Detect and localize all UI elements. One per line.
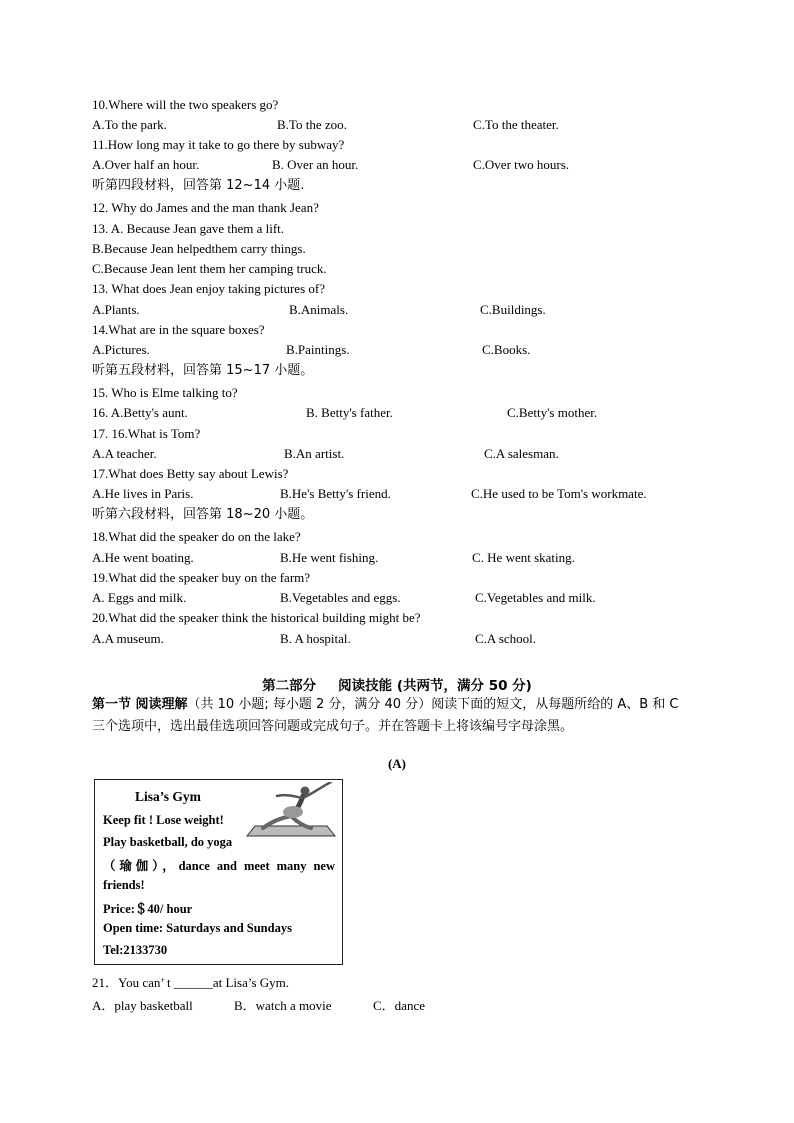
option-a: A.He lives in Paris. — [92, 486, 194, 501]
passage-a-label: (A) — [387, 756, 407, 771]
option-a: A.To the park. — [92, 117, 167, 132]
option-b: B. A hospital. — [280, 631, 351, 646]
option-c: C.Buildings. — [480, 302, 546, 317]
option-b: B.He's Betty's friend. — [280, 486, 391, 501]
ad-activities-2: （瑜伽），dance and meet many new — [103, 859, 335, 873]
part-2-subtitle: 阅读技能 (共两节，满分 50 分) — [338, 678, 532, 694]
section-heading-5: 听第五段材料，回答第 15~17 小题。 — [92, 363, 314, 378]
question-18: 18.What did the speaker do on the lake? — [92, 529, 301, 544]
option-b: B．watch a movie — [234, 998, 332, 1013]
option-c: C.A school. — [475, 631, 537, 646]
question-17: 17.What does Betty say about Lewis? — [92, 466, 289, 481]
gym-name: Lisa’s Gym — [135, 789, 201, 804]
option-a: A. Eggs and milk. — [92, 590, 187, 605]
ad-slogan: Keep fit ! Lose weight! — [103, 813, 224, 827]
option-a: 16. A.Betty's aunt. — [92, 405, 188, 420]
question-16: 17. 16.What is Tom? — [92, 426, 201, 441]
question-12-option-c: C.Because Jean lent them her camping truck. — [92, 261, 327, 276]
part-2-instructions — [92, 694, 708, 738]
ad-activities-1: Play basketball, do yoga — [103, 835, 233, 849]
option-a: A.Over half an hour. — [92, 157, 200, 172]
option-b: B. Betty's father. — [306, 405, 393, 420]
section-heading-6: 听第六段材料，回答第 18~20 小题。 — [92, 507, 314, 522]
option-a: A.A teacher. — [92, 446, 157, 461]
question-19: 19.What did the speaker buy on the farm? — [92, 570, 311, 585]
question-21: 21．You can’ t ______at Lisa’s Gym. — [92, 975, 290, 990]
section-heading-4: 听第四段材料，回答第 12~14 小题. — [92, 178, 305, 193]
gym-advertisement — [94, 779, 343, 965]
question-12: 12. Why do James and the man thank Jean? — [92, 200, 319, 215]
question-12-option-a: 13. A. Because Jean gave them a lift. — [92, 221, 285, 236]
option-c: C.Books. — [482, 342, 531, 357]
question-13: 13. What does Jean enjoy taking pictures of? — [92, 281, 325, 296]
option-a: A.Plants. — [92, 302, 140, 317]
option-a: A.A museum. — [92, 631, 164, 646]
option-a: A.He went boating. — [92, 550, 194, 565]
section-1-label: 第一节 阅读理解 — [92, 697, 188, 712]
ad-price: Price:＄40/ hour — [103, 902, 193, 916]
ad-telephone: Tel:2133730 — [103, 943, 168, 957]
option-b: B.Paintings. — [286, 342, 350, 357]
option-b: B.Animals. — [289, 302, 349, 317]
option-a: A.Pictures. — [92, 342, 150, 357]
yoga-illustration — [245, 782, 337, 840]
option-a: A．play basketball — [92, 998, 193, 1013]
option-c: C.Betty's mother. — [507, 405, 598, 420]
option-c: C.To the theater. — [473, 117, 559, 132]
part-2-title — [0, 674, 794, 694]
question-15: 15. Who is Elme talking to? — [92, 385, 238, 400]
ad-activities-3: friends! — [103, 878, 145, 892]
option-b: B. Over an hour. — [272, 157, 359, 172]
question-14: 14.What are in the square boxes? — [92, 322, 265, 337]
option-b: B.To the zoo. — [277, 117, 347, 132]
ad-open-time: Open time: Saturdays and Sundays — [103, 921, 292, 935]
option-b: B.Vegetables and eggs. — [280, 590, 401, 605]
option-c: C.Over two hours. — [473, 157, 570, 172]
instructions-line-2: 三个选项中，选出最佳选项回答问题或完成句子。并在答题卡上将该编号字母涂黑。 — [92, 719, 574, 734]
question-10: 10.Where will the two speakers go? — [92, 97, 279, 112]
option-c: C．dance — [373, 998, 425, 1013]
question-12-option-b: B.Because Jean helpedthem carry things. — [92, 241, 306, 256]
question-20: 20.What did the speaker think the historical building might be? — [92, 610, 421, 625]
option-c: C.He used to be Tom's workmate. — [471, 486, 647, 501]
option-c: C.Vegetables and milk. — [475, 590, 596, 605]
instructions-line-1: （共 10 小题; 每小题 2 分，满分 40 分）阅读下面的短文，从每题所给的 A、B 和 C — [187, 697, 679, 712]
question-11: 11.How long may it take to go there by subway? — [92, 137, 345, 152]
option-c: C.A salesman. — [484, 446, 559, 461]
option-b: B.He went fishing. — [280, 550, 379, 565]
option-c: C. He went skating. — [472, 550, 575, 565]
option-b: B.An artist. — [284, 446, 345, 461]
part-2-label: 第二部分 — [262, 678, 317, 694]
